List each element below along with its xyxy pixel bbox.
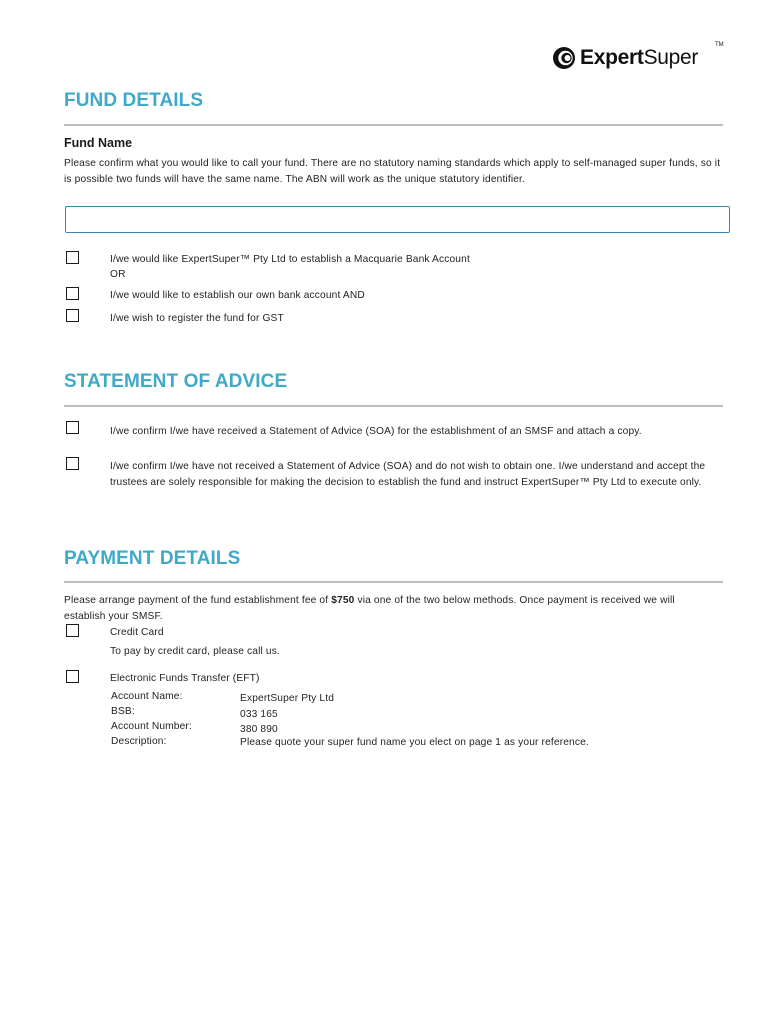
checkbox-soa-not-received[interactable]	[66, 457, 79, 470]
logo-mark-icon	[552, 46, 576, 70]
logo-trademark: TM	[715, 42, 724, 48]
expertsuper-logo	[552, 42, 724, 70]
description-label: Description:	[111, 736, 167, 747]
checkbox-own-bank-account[interactable]	[66, 287, 79, 300]
description-value: Please quote your super fund name you elect on page 1 as your reference.	[240, 737, 589, 748]
account-name-value: ExpertSuper Pty Ltd	[240, 693, 335, 704]
payment-instructions: Please arrange payment of the fund establishment fee of $750 via one of the two below methods. Once payment is received we will establish your SMSF.	[64, 595, 675, 622]
credit-card-label: Credit Card	[110, 627, 164, 638]
checkbox-soa-received[interactable]	[66, 421, 79, 434]
fund-name-input[interactable]	[65, 206, 730, 233]
fund-name-heading: Fund Name	[64, 136, 133, 150]
fee-amount: $750	[331, 595, 355, 606]
checkbox-register-gst[interactable]	[66, 309, 79, 322]
option-macquarie-account-label: I/we would like ExpertSuper™ Pty Ltd to establish a Macquarie Bank Account	[110, 254, 470, 265]
fund-details-title: FUND DETAILS	[64, 90, 204, 111]
payment-details-title: PAYMENT DETAILS	[64, 548, 241, 569]
statement-of-advice-title: STATEMENT OF ADVICE	[64, 371, 288, 392]
fund-name-instructions: Please confirm what you would like to call your fund. There are no statutory naming standards which apply to self-managed super funds, so it is possible two funds will have the same name. The ABN will work as the unique statutory identifier.	[64, 158, 721, 185]
option-own-bank-account-label: I/we would like to establish our own bank account AND	[110, 290, 365, 301]
account-name-label: Account Name:	[111, 691, 183, 702]
section-divider	[64, 405, 723, 407]
option-or-label: OR	[110, 269, 126, 280]
option-soa-received-label: I/we confirm I/we have received a Statement of Advice (SOA) for the establishment of an SMSF and attach a copy.	[110, 426, 642, 437]
account-number-value: 380 890	[240, 724, 278, 735]
checkbox-eft[interactable]	[66, 670, 79, 683]
option-register-gst-label: I/we wish to register the fund for GST	[110, 313, 284, 324]
option-soa-not-received-label: I/we confirm I/we have not received a Statement of Advice (SOA) and do not wish to obtain one. I/we understand and accept the trustees are solely responsible for making the decision to establish the fund and instruct ExpertSuper™ Pty Ltd to execute only.	[110, 461, 706, 488]
account-number-label: Account Number:	[111, 721, 192, 732]
checkbox-credit-card[interactable]	[66, 624, 79, 637]
bsb-value: 033 165	[240, 709, 278, 720]
checkbox-macquarie-account[interactable]	[66, 251, 79, 264]
eft-label: Electronic Funds Transfer (EFT)	[110, 673, 260, 684]
bsb-label: BSB:	[111, 706, 135, 717]
credit-card-note: To pay by credit card, please call us.	[110, 646, 280, 657]
logo-wordmark: ExpertSuper	[580, 46, 699, 69]
section-divider	[64, 124, 723, 126]
section-divider	[64, 581, 723, 583]
